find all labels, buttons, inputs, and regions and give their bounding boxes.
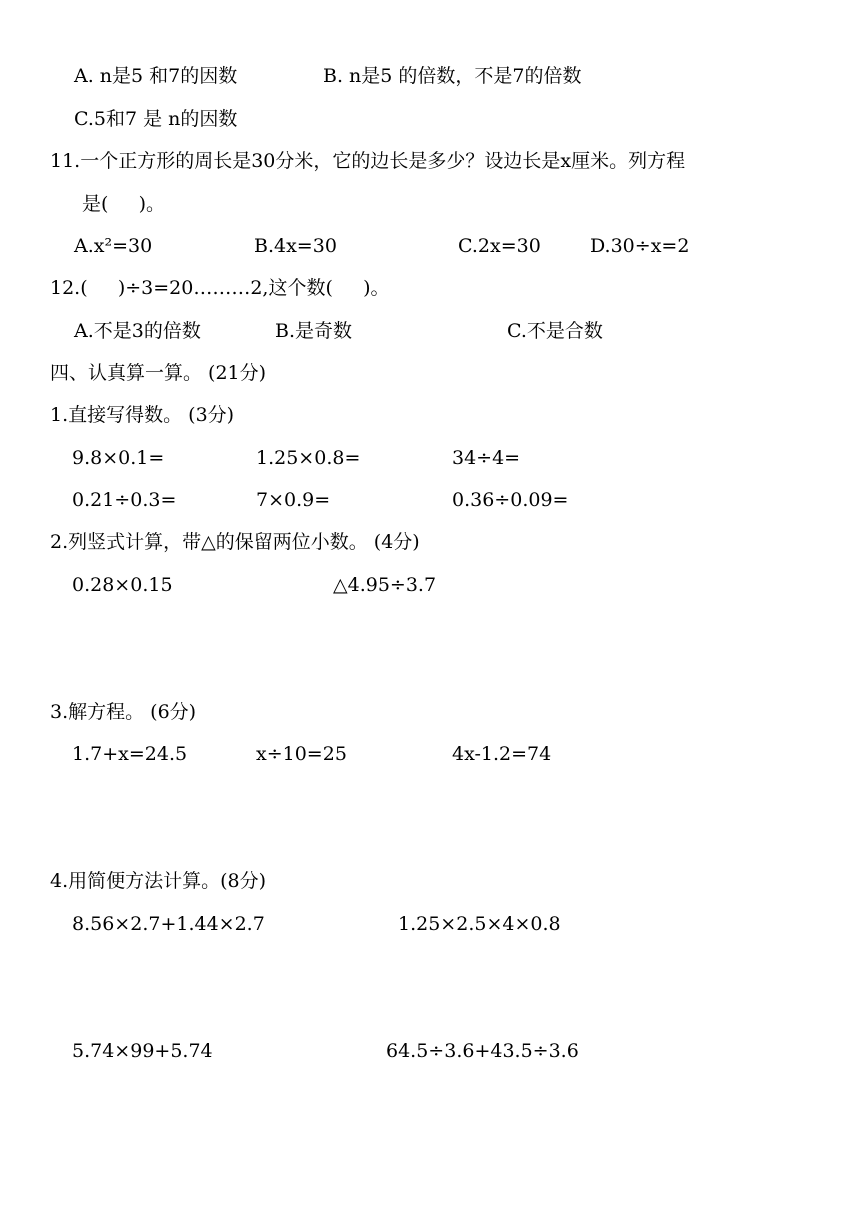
q11-stem-line1: 11.一个正方形的周长是30分米，它的边长是多少？设边长是x厘米。列方程 <box>50 150 686 172</box>
part4-item-1: 8.56×2.7+1.44×2.7 <box>72 913 265 935</box>
part1-item-4: 0.21÷0.3= <box>72 489 177 511</box>
q12-stem: 12.( )÷3=20………2,这个数( )。 <box>50 277 390 299</box>
q11-option-a: A.x²=30 <box>74 235 153 257</box>
q11-stem-line2: 是( )。 <box>82 193 166 215</box>
q12-option-c: C.不是合数 <box>507 320 603 342</box>
q10-option-a: A. n是5 和7的因数 <box>74 65 238 87</box>
q11-option-b: B.4x=30 <box>254 235 337 257</box>
q10-option-c: C.5和7 是 n的因数 <box>74 108 238 130</box>
part1-item-3: 34÷4= <box>452 447 521 469</box>
q12-option-a: A.不是3的倍数 <box>74 320 201 342</box>
part1-heading: 1.直接写得数。 (3分) <box>50 404 235 426</box>
part3-item-2: x÷10=25 <box>256 743 347 765</box>
part4-item-2: 1.25×2.5×4×0.8 <box>398 913 561 935</box>
part1-item-5: 7×0.9= <box>256 489 331 511</box>
q11-option-d: D.30÷x=2 <box>590 235 690 257</box>
part1-item-2: 1.25×0.8= <box>256 447 361 469</box>
part2-heading: 2.列竖式计算，带△的保留两位小数。 (4分) <box>50 531 420 553</box>
q10-option-b: B. n是5 的倍数，不是7的倍数 <box>323 65 582 87</box>
part1-item-6: 0.36÷0.09= <box>452 489 569 511</box>
section-4-heading: 四、认真算一算。 (21分) <box>50 362 267 384</box>
part4-item-4: 64.5÷3.6+43.5÷3.6 <box>386 1040 579 1062</box>
part3-heading: 3.解方程。 (6分) <box>50 701 197 723</box>
part3-item-3: 4x-1.2=74 <box>452 743 552 765</box>
part1-item-1: 9.8×0.1= <box>72 447 165 469</box>
q11-option-c: C.2x=30 <box>458 235 541 257</box>
part2-item-1: 0.28×0.15 <box>72 574 173 596</box>
part2-item-2: △4.95÷3.7 <box>333 574 437 596</box>
q12-option-b: B.是奇数 <box>275 320 353 342</box>
part4-heading: 4.用简便方法计算。(8分) <box>50 870 267 892</box>
part3-item-1: 1.7+x=24.5 <box>72 743 188 765</box>
part4-item-3: 5.74×99+5.74 <box>72 1040 213 1062</box>
